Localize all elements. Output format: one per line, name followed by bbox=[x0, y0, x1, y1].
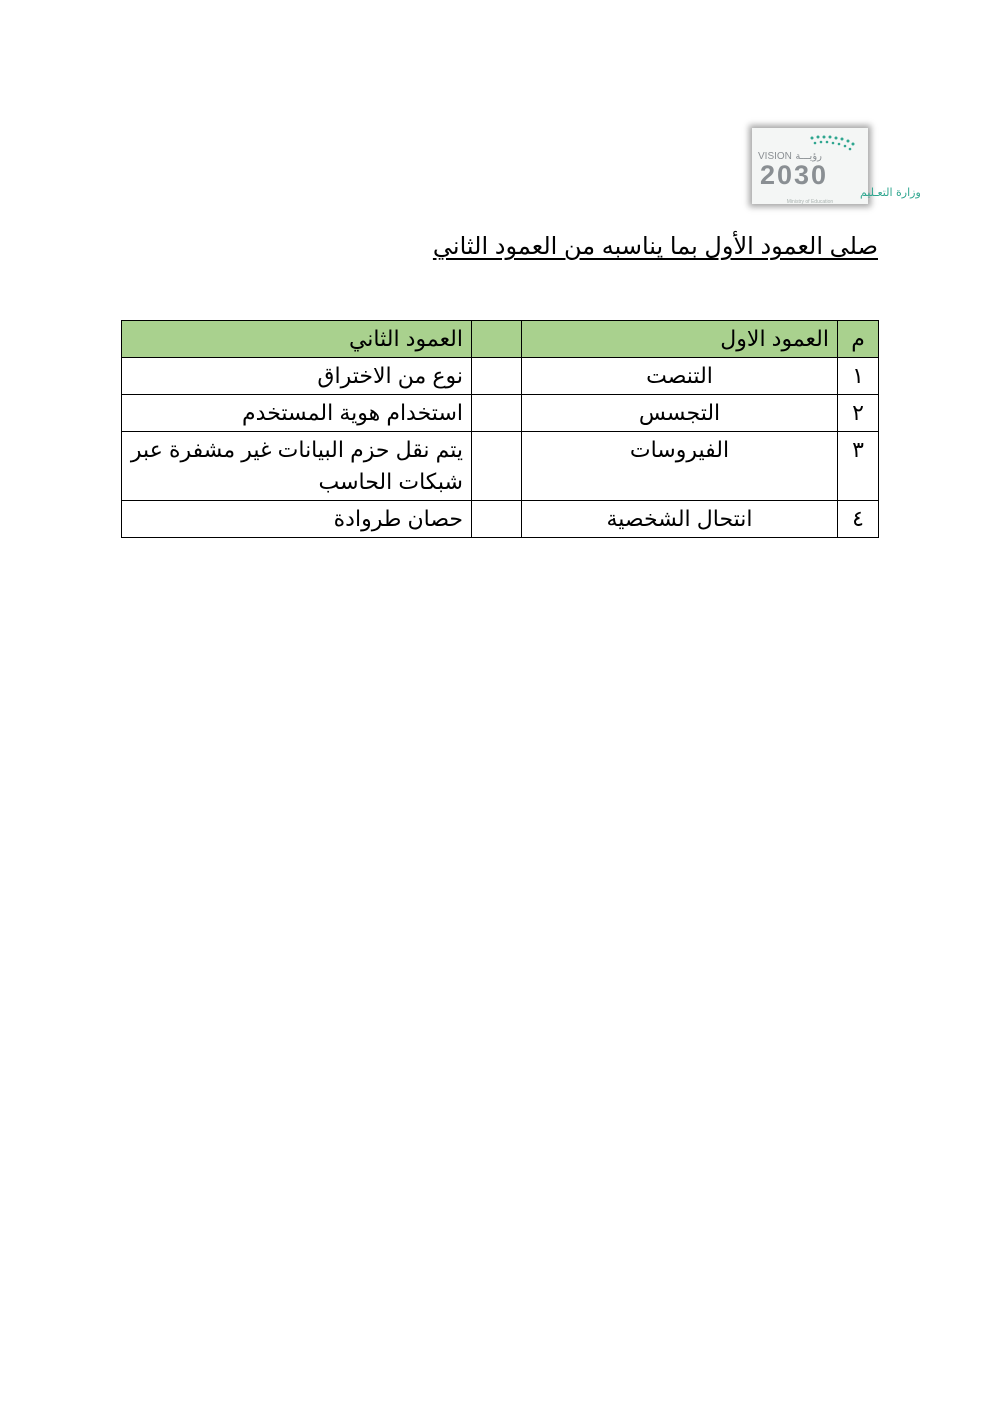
second-column-item: يتم نقل حزم البيانات غير مشفرة عبر شبكات الحاسب bbox=[122, 432, 472, 501]
match-answer-cell[interactable] bbox=[472, 432, 522, 501]
page-title: صلى العمود الأول بما يناسبه من العمود الثاني bbox=[432, 233, 878, 260]
logo-vision-text: VISION bbox=[758, 151, 792, 162]
first-column-item: انتحال الشخصية bbox=[522, 501, 838, 538]
table-row bbox=[122, 358, 879, 395]
match-answer-cell[interactable] bbox=[472, 501, 522, 538]
header-first-column: العمود الاول bbox=[522, 321, 838, 358]
header-second-column: العمود الثاني bbox=[122, 321, 472, 358]
table-header-row bbox=[122, 321, 879, 358]
logo-year: 2030 bbox=[760, 160, 829, 190]
second-column-item: حصان طروادة bbox=[122, 501, 472, 538]
first-column-item: التجسس bbox=[522, 395, 838, 432]
second-column-item: استخدام هوية المستخدم bbox=[122, 395, 472, 432]
vision-2030-logo bbox=[752, 128, 921, 205]
row-number: ٣ bbox=[838, 432, 879, 501]
logo-arabic-vision: رؤيـــة bbox=[795, 151, 822, 162]
first-column-item: التنصت bbox=[522, 358, 838, 395]
match-answer-cell[interactable] bbox=[472, 395, 522, 432]
header-spacer bbox=[472, 321, 522, 358]
first-column-item: الفيروسات bbox=[522, 432, 838, 501]
logo-ministry: وزارة التعـليم bbox=[860, 186, 921, 199]
second-column-item: نوع من الاختراق bbox=[122, 358, 472, 395]
matching-table bbox=[121, 320, 879, 538]
table-row bbox=[122, 395, 879, 432]
row-number: ٢ bbox=[838, 395, 879, 432]
table-row bbox=[122, 432, 879, 501]
match-answer-cell[interactable] bbox=[472, 358, 522, 395]
logo-ministry-sub: Ministry of Education bbox=[786, 199, 834, 205]
header-num: م bbox=[838, 321, 879, 358]
table-row bbox=[122, 501, 879, 538]
row-number: ١ bbox=[838, 358, 879, 395]
logo-dots-pattern bbox=[811, 136, 855, 151]
row-number: ٤ bbox=[838, 501, 879, 538]
